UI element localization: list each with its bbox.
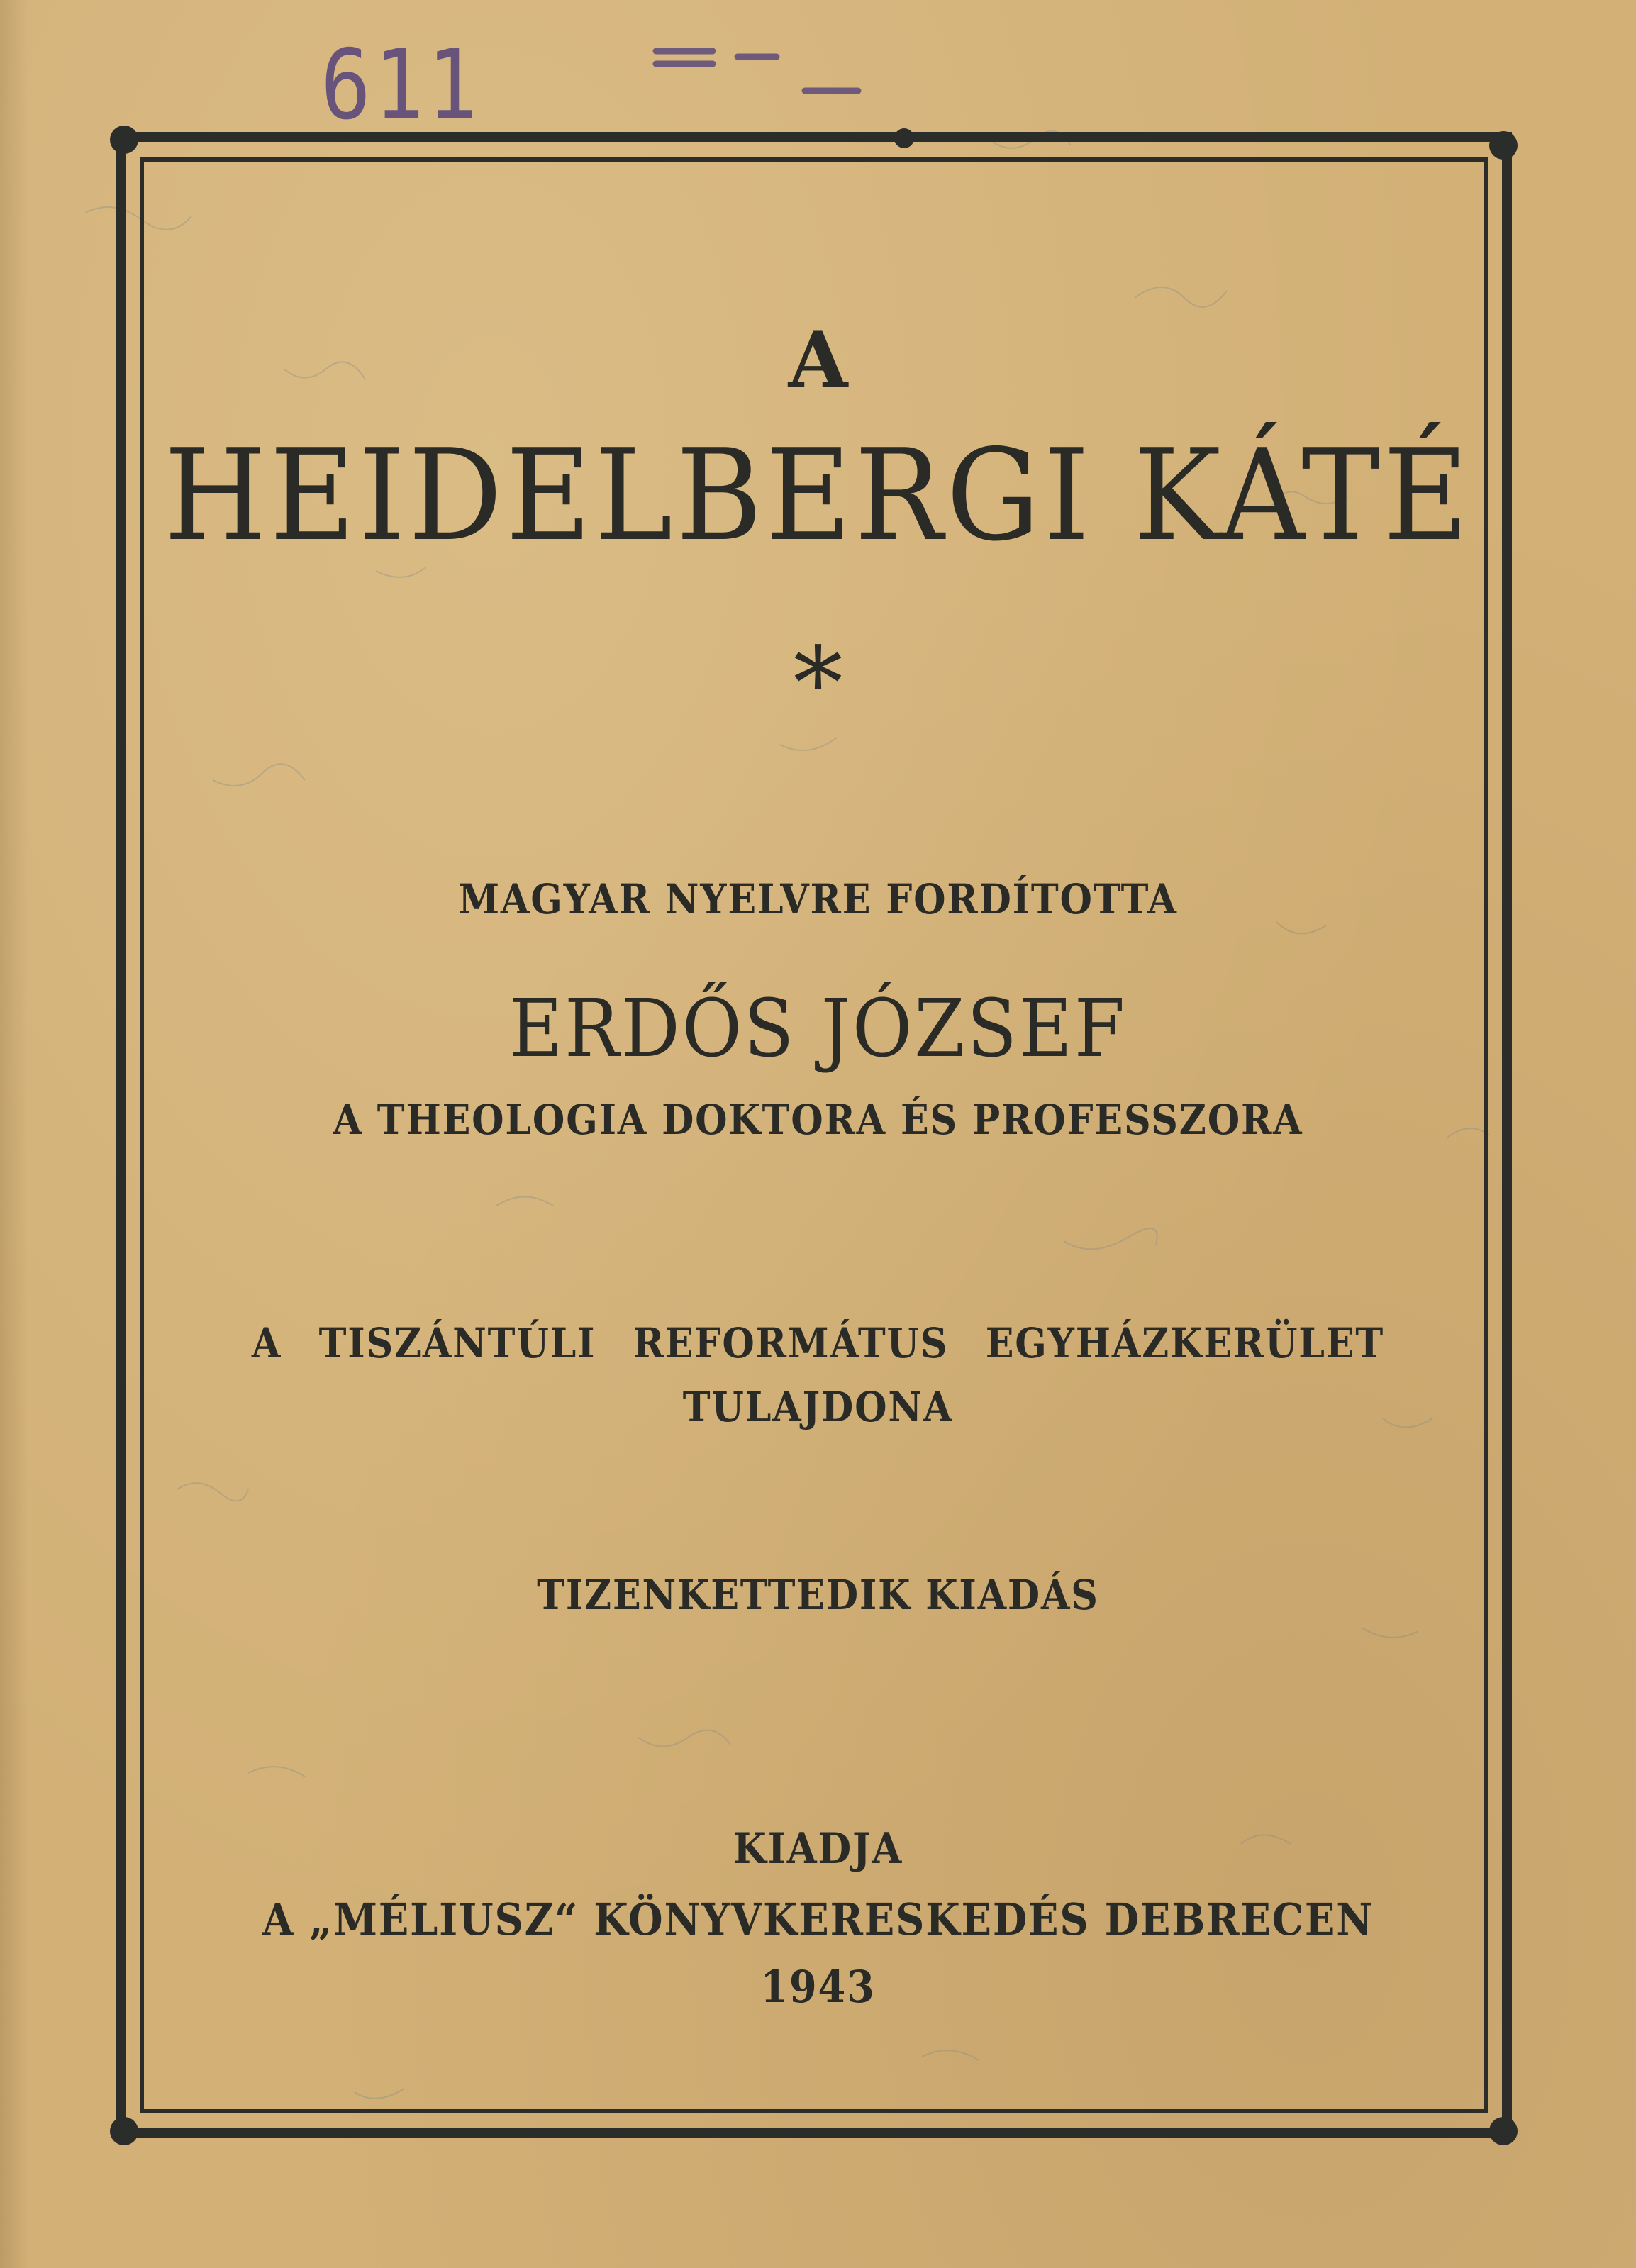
title-article: A: [788, 316, 848, 405]
publisher-label: KIADJA: [733, 1824, 903, 1874]
library-stamp-number: 611: [321, 28, 481, 141]
edition-note: TIZENKETTEDIK KIADÁS: [537, 1571, 1099, 1619]
ownership-line: A TISZÁNTÚLI REFORMÁTUS EGYHÁZKERÜLET: [251, 1319, 1385, 1367]
translator-credit: MAGYAR NYELVRE FORDÍTOTTA: [458, 875, 1178, 923]
author-name: ERDŐS JÓZSEF: [508, 983, 1128, 1075]
book-title: HEIDELBERGI KÁTÉ: [164, 422, 1472, 569]
ownership-line-2: TULAJDONA: [682, 1383, 954, 1431]
publisher-name: A „MÉLIUSZ“ KÖNYVKERESKEDÉS DEBRECEN: [262, 1894, 1374, 1945]
publication-year: 1943: [760, 1961, 876, 2013]
author-title: A THEOLOGIA DOKTORA ÉS PROFESSZORA: [333, 1096, 1303, 1144]
asterisk-ornament: *: [793, 626, 843, 742]
